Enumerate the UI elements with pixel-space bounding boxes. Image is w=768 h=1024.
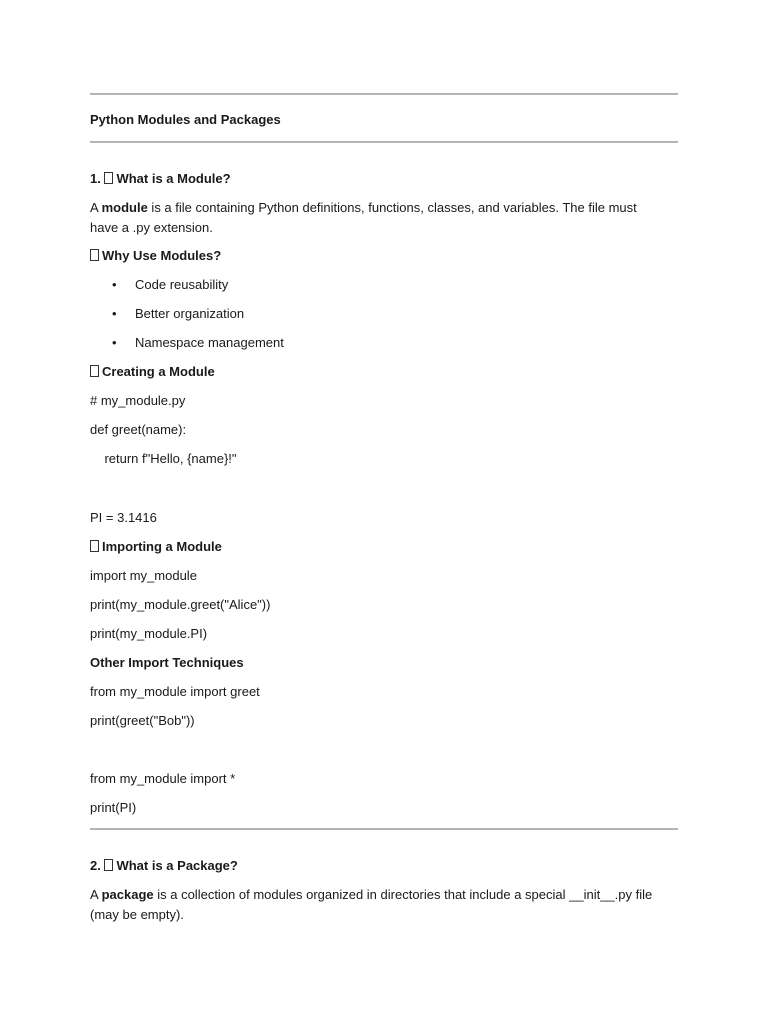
section-number: 1. — [90, 171, 101, 186]
bullet-icon: • — [112, 306, 117, 321]
list-item: Namespace management — [135, 335, 284, 350]
missing-glyph-icon — [104, 172, 113, 184]
code-line: print(PI) — [90, 800, 137, 815]
code-line: # my_module.py — [90, 393, 186, 408]
code-line: return f"Hello, {name}!" — [90, 451, 237, 466]
code-line: print(my_module.greet("Alice")) — [90, 597, 271, 612]
section-number: 2. — [90, 858, 101, 873]
package-definition-paragraph — [90, 885, 660, 924]
code-line: def greet(name): — [90, 422, 187, 437]
section-title: What is a Module? — [116, 171, 231, 186]
missing-glyph-icon — [90, 540, 99, 552]
list-item: Code reusability — [135, 277, 229, 292]
horizontal-rule — [90, 93, 678, 95]
document-title: Python Modules and Packages — [90, 112, 281, 127]
code-line: PI = 3.1416 — [90, 510, 157, 525]
subheading-text: Why Use Modules? — [102, 248, 222, 263]
code-line: print(my_module.PI) — [90, 626, 208, 641]
subheading-text: Creating a Module — [102, 364, 215, 379]
subheading-text: Importing a Module — [102, 539, 222, 554]
paragraph-text: A — [90, 200, 102, 215]
section-1-heading — [90, 170, 231, 188]
why-use-modules-heading — [90, 247, 221, 265]
other-import-heading: Other Import Techniques — [90, 655, 244, 670]
missing-glyph-icon — [104, 859, 113, 871]
code-line: from my_module import greet — [90, 684, 260, 699]
code-line: from my_module import * — [90, 771, 236, 786]
paragraph-text: is a file containing Python definitions, functions, classes, and variables. The file must have a .py extension. — [90, 200, 637, 235]
paragraph-text: A — [90, 887, 102, 902]
bullet-icon: • — [112, 277, 117, 292]
paragraph-text: is a collection of modules organized in directories that include a special __init__.py file (may be empty). — [90, 887, 653, 922]
section-2-heading — [90, 857, 238, 875]
missing-glyph-icon — [90, 365, 99, 377]
horizontal-rule — [90, 141, 678, 143]
importing-module-heading — [90, 538, 222, 556]
code-line: import my_module — [90, 568, 197, 583]
bold-term: package — [101, 887, 154, 902]
list-item: Better organization — [135, 306, 245, 321]
module-definition-paragraph — [90, 198, 660, 237]
horizontal-rule — [90, 828, 678, 830]
bold-term: module — [101, 200, 148, 215]
section-title: What is a Package? — [116, 858, 238, 873]
creating-module-heading — [90, 363, 215, 381]
missing-glyph-icon — [90, 249, 99, 261]
bullet-icon: • — [112, 335, 117, 350]
code-line: print(greet("Bob")) — [90, 713, 195, 728]
